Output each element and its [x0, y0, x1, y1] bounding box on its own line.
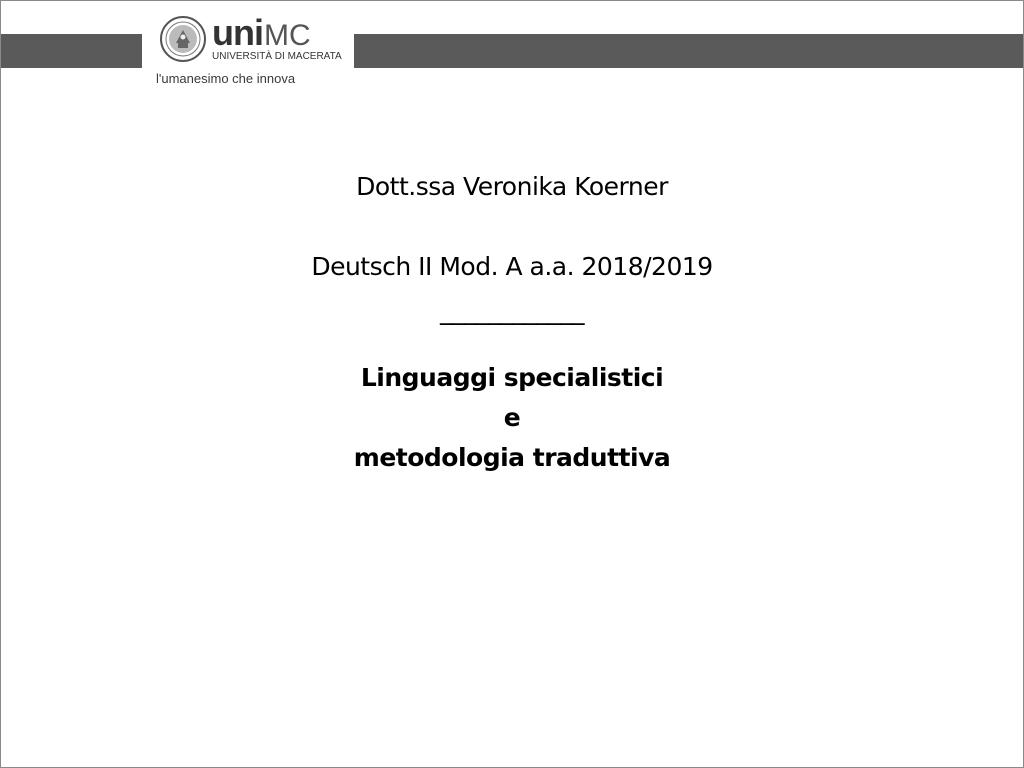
- logo-wordmark-light: MC: [263, 19, 311, 52]
- title-line: Linguaggi specialistici: [360, 363, 664, 392]
- header-band-right: [354, 34, 1023, 68]
- university-logo: [154, 13, 349, 91]
- separator-line: ____________: [440, 296, 584, 325]
- title-line: e: [503, 403, 521, 432]
- author-name: Dott.ssa Veronika Koerner: [356, 172, 668, 201]
- logo-tagline: l'umanesimo che innova: [156, 71, 296, 86]
- university-name: UNIVERSITÀ DI MACERATA: [212, 51, 342, 62]
- course-name: Deutsch II Mod. A a.a. 2018/2019: [311, 252, 713, 281]
- header-band-left: [1, 34, 142, 68]
- title-line: metodologia traduttiva: [353, 443, 671, 472]
- logo-wordmark-bold: uni: [212, 12, 263, 53]
- logo-wordmark: [212, 12, 311, 53]
- university-seal-icon: [160, 16, 206, 62]
- slide-content: [1, 169, 1023, 478]
